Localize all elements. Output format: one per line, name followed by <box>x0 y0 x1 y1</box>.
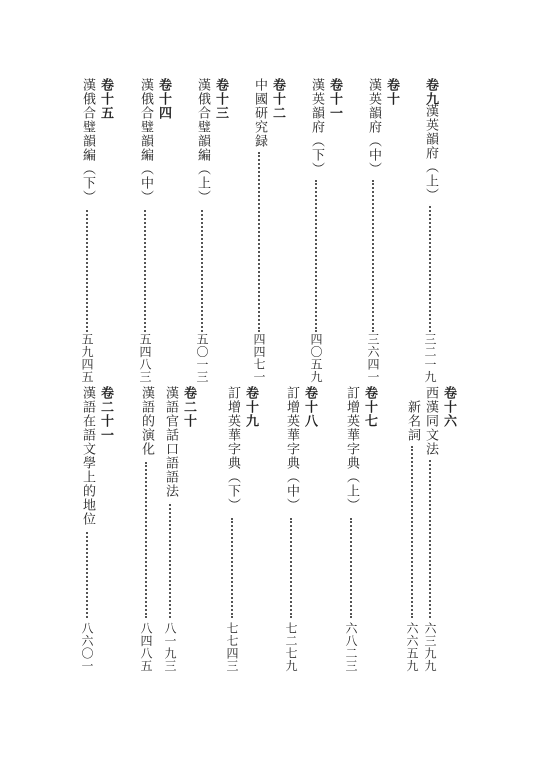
page-number: 八一九三 <box>163 622 177 672</box>
dot-leader <box>372 180 374 332</box>
page-number: 五四八三 <box>138 333 152 383</box>
volume-heading: 卷十七 <box>362 386 377 428</box>
page-number: 五九四五 <box>80 333 94 383</box>
toc-entry-title: 漢語官話口語語法 <box>163 386 178 498</box>
volume-heading: 卷十五 <box>98 78 113 120</box>
volume-heading: 卷二十 <box>181 386 196 428</box>
page-number: 八四八五 <box>139 622 153 672</box>
dot-leader <box>86 532 88 618</box>
toc-entry-title: 漢英韻府（中） <box>366 78 381 176</box>
toc-entry-title: 漢俄合璧韻編（上） <box>195 78 210 204</box>
toc-entry-title: 訂增英華字典（下） <box>225 386 240 512</box>
toc-entry-title: 漢英韻府（上） <box>423 104 438 202</box>
volume-heading: 卷十六 <box>441 386 456 428</box>
toc-entry-title: 新名詞 <box>405 400 420 442</box>
page-number: 七七四三 <box>225 622 239 672</box>
dot-leader <box>429 460 431 618</box>
toc-entry-title: 中國研究録 <box>252 78 267 148</box>
page-number: 六八二三 <box>344 622 358 672</box>
page-number: 三六四一 <box>366 333 380 383</box>
dot-leader <box>86 210 88 332</box>
volume-heading: 卷十一 <box>327 78 342 120</box>
volume-heading: 卷二十一 <box>98 386 113 442</box>
page-number: 四〇五九 <box>309 333 323 383</box>
volume-heading: 卷十 <box>384 78 399 106</box>
volume-heading: 卷十九 <box>243 386 258 428</box>
dot-leader <box>231 518 233 618</box>
toc-entry-title: 西漢同文法 <box>423 386 438 456</box>
dot-leader <box>429 206 431 332</box>
page-number: 七二七九 <box>284 622 298 672</box>
page-number: 八六〇一 <box>80 622 94 672</box>
dot-leader <box>144 210 146 332</box>
volume-heading: 卷九 <box>423 78 438 106</box>
volume-heading: 卷十三 <box>213 78 228 120</box>
page-number: 六三九九 <box>423 622 437 672</box>
dot-leader <box>290 518 292 618</box>
dot-leader <box>411 446 413 618</box>
dot-leader <box>145 462 147 618</box>
toc-entry-title: 漢語的演化 <box>139 386 154 456</box>
dot-leader <box>201 210 203 332</box>
volume-heading: 卷十八 <box>302 386 317 428</box>
volume-heading: 卷十四 <box>156 78 171 120</box>
page-number: 三二一九 <box>423 333 437 383</box>
toc-entry-title: 訂增英華字典（中） <box>284 386 299 512</box>
page-number: 四四七一 <box>252 333 266 383</box>
toc-entry-title: 漢俄合璧韻編（下） <box>80 78 95 204</box>
dot-leader <box>350 518 352 618</box>
volume-heading: 卷十二 <box>270 78 285 120</box>
page-number: 五〇一三 <box>195 333 209 383</box>
toc-entry-title: 訂增英華字典（上） <box>344 386 359 512</box>
toc-entry-title: 漢語在語文學上的地位 <box>80 386 95 526</box>
dot-leader <box>258 152 260 332</box>
dot-leader <box>315 180 317 332</box>
dot-leader <box>169 504 171 618</box>
page-number: 六六五九 <box>405 622 419 672</box>
toc-entry-title: 漢俄合璧韻編（中） <box>138 78 153 204</box>
toc-entry-title: 漢英韻府（下） <box>309 78 324 176</box>
